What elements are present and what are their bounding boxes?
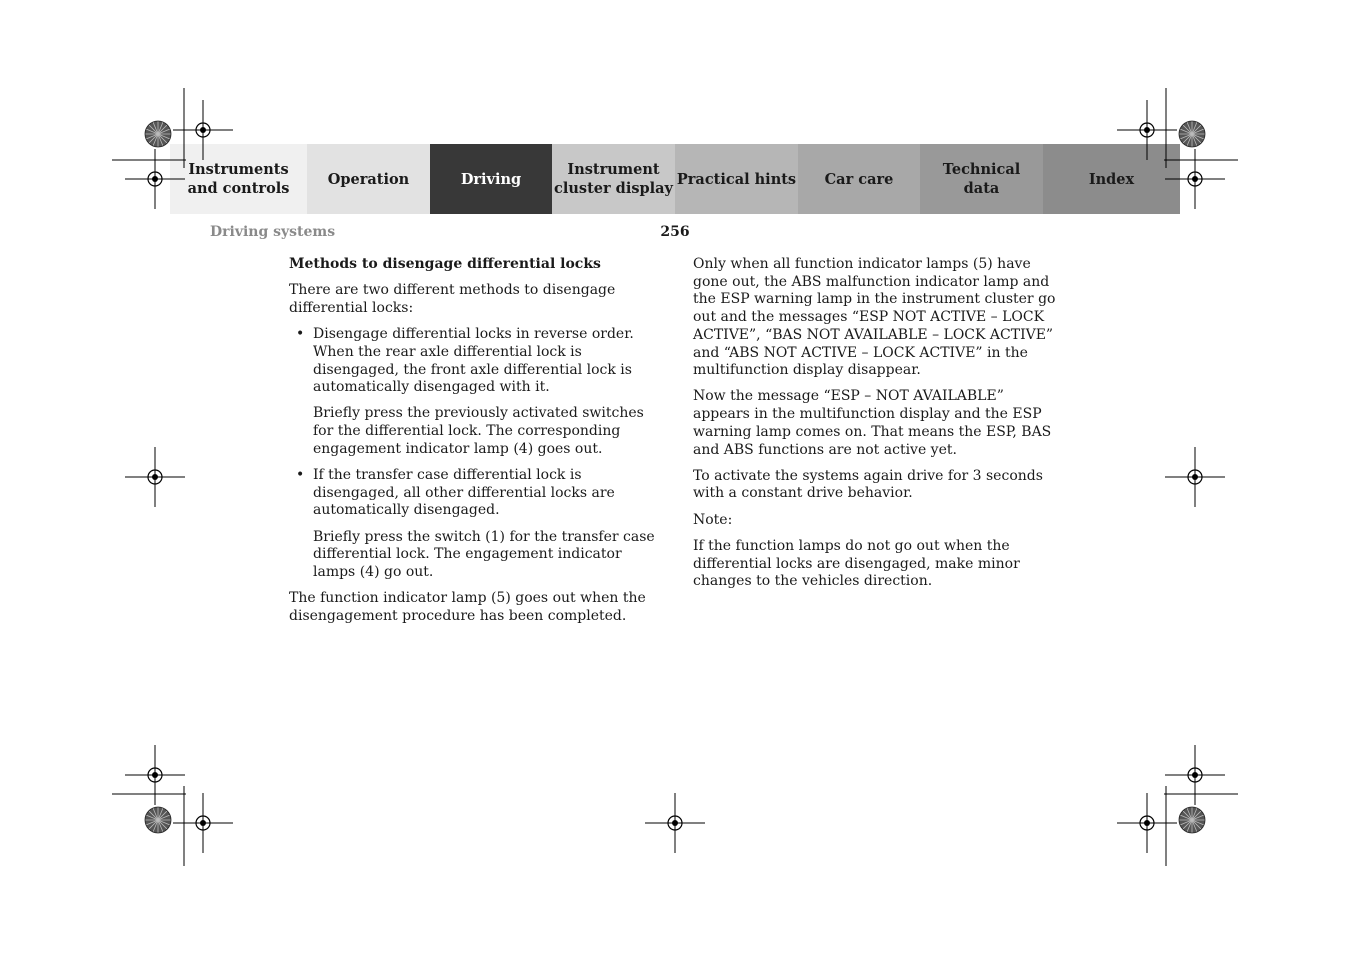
section-heading: Methods to disengage differential locks [289, 256, 601, 272]
paragraph: To activate the systems again drive for 3 seconds with a constant drive behavior. [693, 467, 1043, 502]
section-title: Driving systems [210, 224, 336, 240]
tab-index[interactable]: Index [1043, 144, 1180, 214]
bullet-icon: • [296, 467, 305, 484]
list-item-text: Disengage differential locks in reverse order. When the rear axle differential lock is disengaged, the front axle differential lock is automatically disengaged with it. [313, 326, 634, 396]
bullet-icon: • [296, 326, 305, 343]
paragraph: Now the message “ESP – NOT AVAILABLE” appears in the multifunction display and the ESP warning lamp comes on. That means the ESP, BAS and ABS functions are not active yet. [693, 388, 1052, 458]
paragraph: Only when all function indicator lamps (5) have gone out, the ABS malfunction indicator lamp and the ESP warning lamp in the instrument cluster go out and the messages “ESP NOT ACTIVE – LOCK ACTIVE”, “BAS NOT AVAILABLE – LOCK ACTIVE” and “ABS NOT ACTIVE – LOCK ACTIVE” in the multifunction display disappear. [693, 256, 1056, 379]
note-paragraph: If the function lamps do not go out when the differential locks are disengaged, make minor changes to the vehicles direction. [693, 537, 1020, 590]
tab-instruments-and-controls[interactable]: Instruments and controls [170, 144, 307, 214]
tab-technical-data[interactable]: Technical data [920, 144, 1043, 214]
list-item-detail: Briefly press the previously activated switches for the differential lock. The corresponding engagement indicator lamp (4) goes out. [313, 405, 644, 457]
page-number: 256 [660, 224, 690, 240]
note-label: Note: [693, 511, 733, 528]
closing-paragraph: The function indicator lamp (5) goes out when the disengagement procedure has been completed. [289, 590, 646, 624]
list-item-detail: Briefly press the switch (1) for the transfer case differential lock. The engagement indicator lamps (4) go out. [313, 528, 655, 581]
intro-paragraph: There are two different methods to disengage differential locks: [289, 282, 616, 316]
tab-driving[interactable]: Driving [430, 144, 552, 214]
tab-car-care[interactable]: Car care [798, 144, 920, 214]
tab-practical-hints[interactable]: Practical hints [675, 144, 798, 214]
list-item-text: If the transfer case differential lock is disengaged, all other differential locks are automatically disengaged. [313, 467, 615, 519]
tab-instrument-cluster-display[interactable]: Instrument cluster display [552, 144, 675, 214]
tab-operation[interactable]: Operation [307, 144, 430, 214]
